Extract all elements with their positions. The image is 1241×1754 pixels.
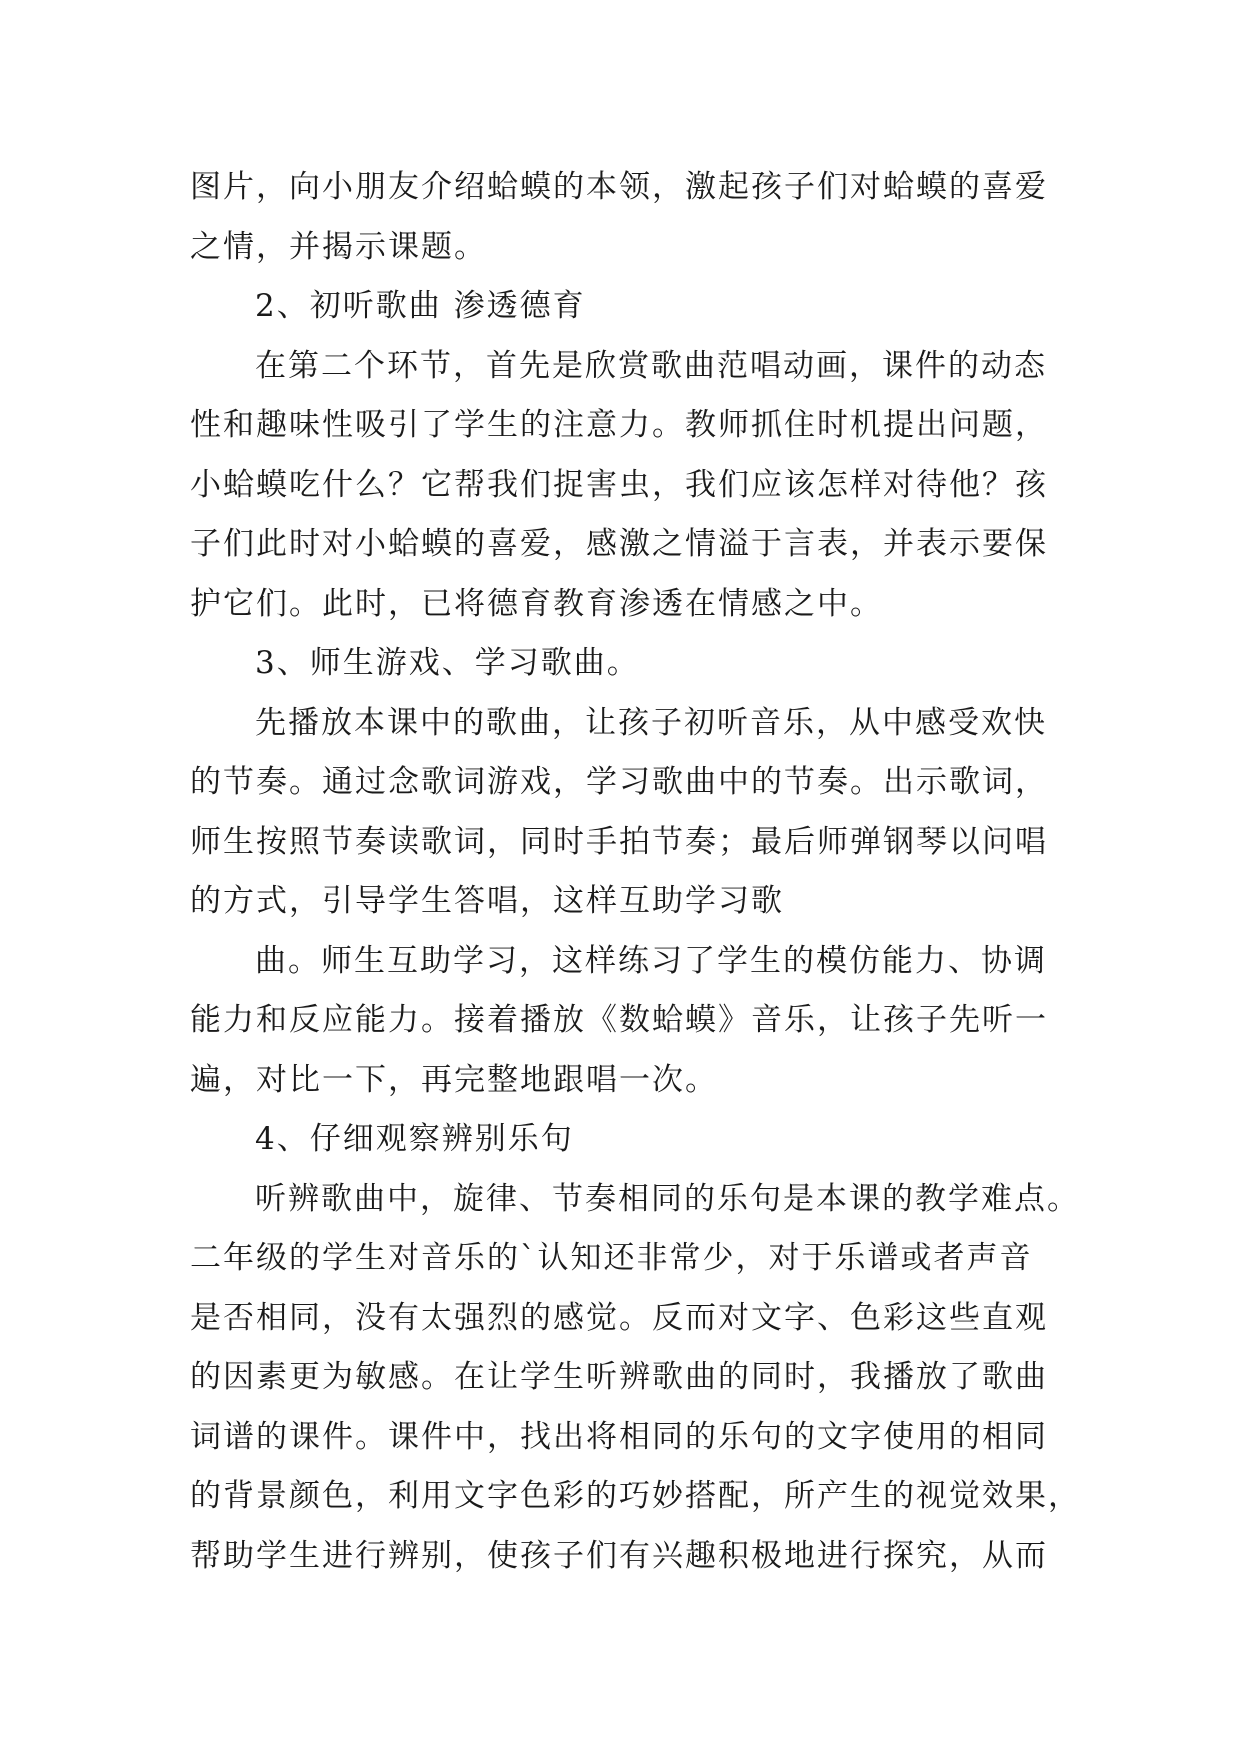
- text-line: 子们此时对小蛤蟆的喜爱，感激之情溢于言表，并表示要保: [190, 526, 1048, 562]
- text-line: 词谱的课件。课件中，找出将相同的乐句的文字使用的相同: [190, 1418, 1048, 1455]
- text-line: 的因素更为敏感。在让学生听辨歌曲的同时，我播放了歌曲: [190, 1359, 1048, 1395]
- text-line: 师生按照节奏读歌词，同时手拍节奏；最后师弹钢琴以问唱: [190, 823, 1048, 860]
- section-heading: 2、初听歌曲 渗透德育: [255, 288, 586, 324]
- text-line: 之情，并揭示课题。: [190, 228, 487, 265]
- text-line: 小蛤蟆吃什么？它帮我们捉害虫，我们应该怎样对待他？孩: [190, 466, 1048, 503]
- section-heading: 3、师生游戏、学习歌曲。: [255, 645, 640, 681]
- text-line: 二年级的学生对音乐的`认知还非常少，对于乐谱或者声音: [190, 1240, 1033, 1276]
- text-line: 的背景颜色，利用文字色彩的巧妙搭配，所产生的视觉效果，: [190, 1478, 1081, 1514]
- text-line: 护它们。此时，已将德育教育渗透在情感之中。: [190, 585, 883, 622]
- text-line: 帮助学生进行辨别，使孩子们有兴趣积极地进行探究，从而: [190, 1537, 1048, 1574]
- text-line: 能力和反应能力。接着播放《数蛤蟆》音乐，让孩子先听一: [190, 1002, 1048, 1038]
- document-body: [190, 158, 1081, 1586]
- text-line: 曲。师生互助学习，这样练习了学生的模仿能力、协调: [255, 942, 1047, 979]
- text-line: 的方式，引导学生答唱，这样互助学习歌: [190, 883, 784, 919]
- text-line: 性和趣味性吸引了学生的注意力。教师抓住时机提出问题，: [190, 407, 1048, 443]
- text-line: 图片，向小朋友介绍蛤蟆的本领，激起孩子们对蛤蟆的喜爱: [190, 169, 1048, 205]
- text-line: 的节奏。通过念歌词游戏，学习歌曲中的节奏。出示歌词，: [190, 764, 1048, 800]
- text-line: 在第二个环节，首先是欣赏歌曲范唱动画，课件的动态: [255, 347, 1047, 384]
- text-line: 是否相同，没有太强烈的感觉。反而对文字、色彩这些直观: [190, 1299, 1048, 1336]
- text-line: 先播放本课中的歌曲，让孩子初听音乐，从中感受欢快: [255, 704, 1047, 741]
- text-line: 听辨歌曲中，旋律、节奏相同的乐句是本课的教学难点。: [255, 1180, 1080, 1217]
- section-heading: 4、仔细观察辨别乐句: [255, 1121, 574, 1157]
- text-line: 遍，对比一下，再完整地跟唱一次。: [190, 1061, 718, 1098]
